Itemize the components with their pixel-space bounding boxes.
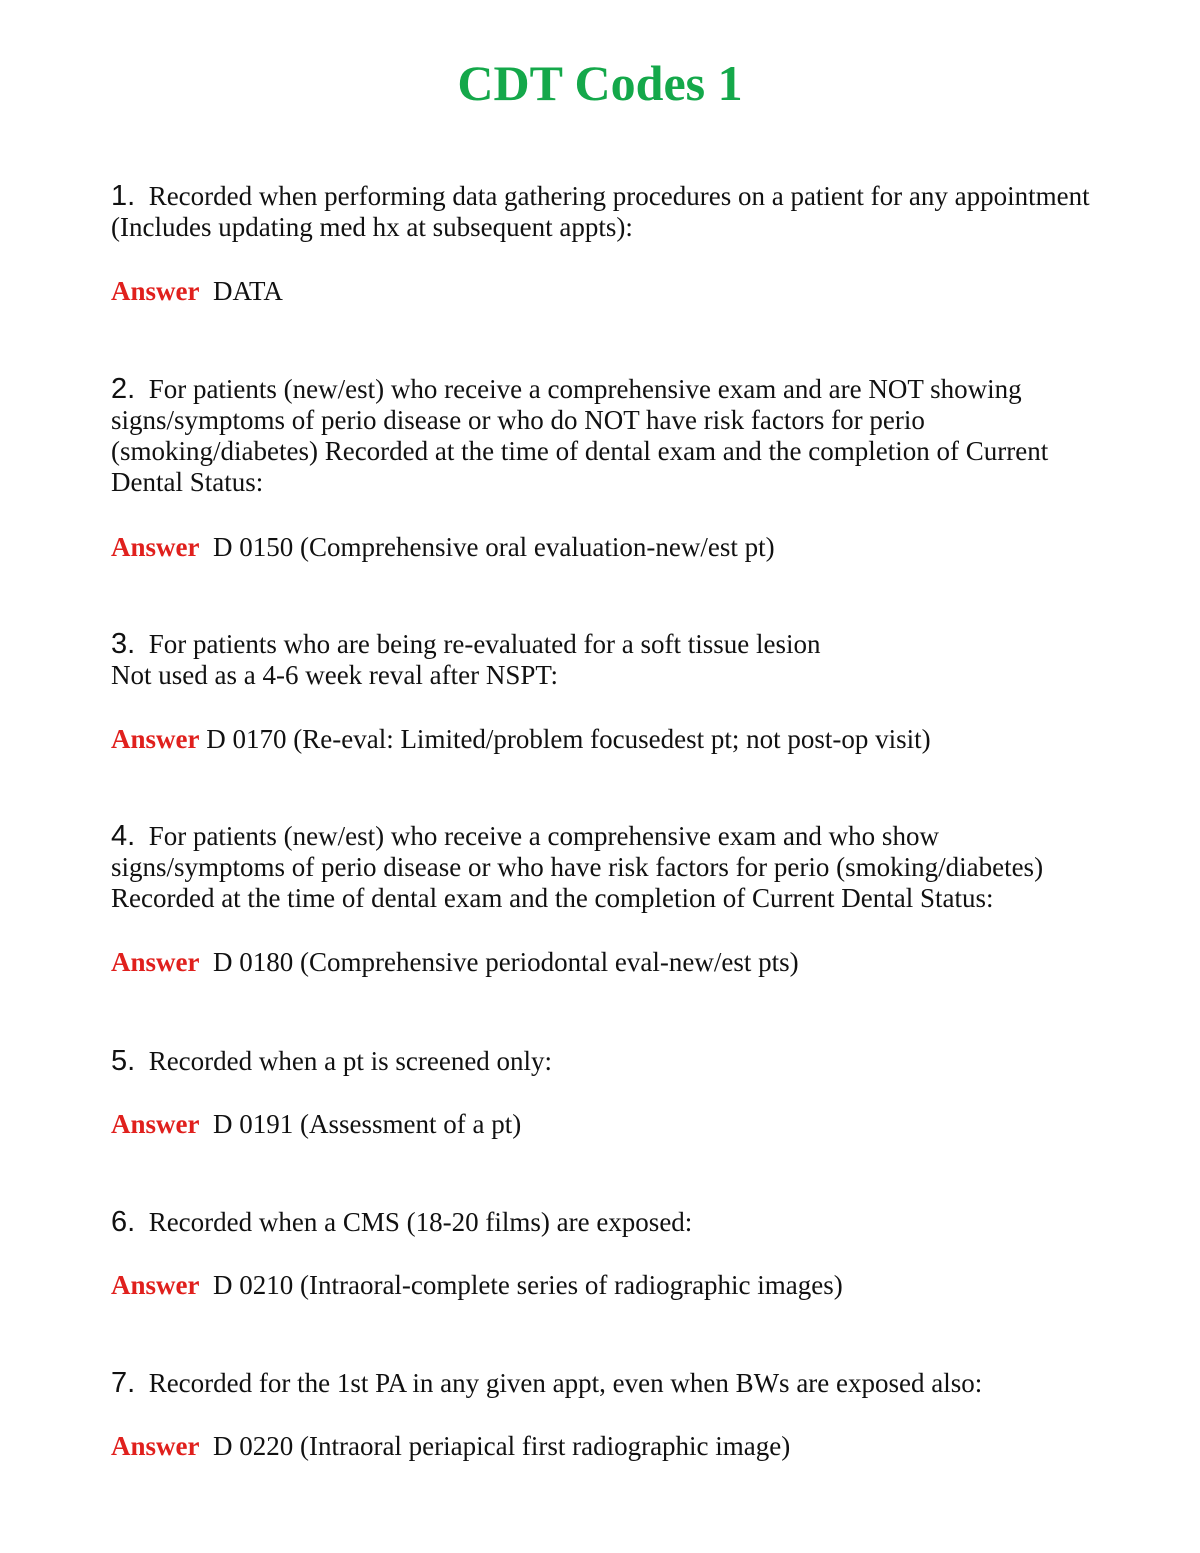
answer-label: Answer xyxy=(111,1431,200,1461)
question-line: Recorded when performing data gathering procedures on a patient for any appointment xyxy=(148,181,1090,211)
question-text xyxy=(111,1046,1111,1077)
question-line: For patients (new/est) who receive a comprehensive exam and are NOT showing xyxy=(148,374,1022,404)
answer-text: D 0170 (Re-eval: Limited/problem focusedest pt; not post-op visit) xyxy=(206,724,931,754)
question-number: 6. xyxy=(111,1206,136,1238)
answer-line xyxy=(111,1109,521,1140)
question-number: 2. xyxy=(111,373,136,405)
question-block-2 xyxy=(111,373,1111,562)
answer-label: Answer xyxy=(111,1270,200,1300)
question-line: signs/symptoms of perio disease or who have risk factors for perio (smoking/diabetes) xyxy=(111,852,1044,882)
answer-line xyxy=(111,276,283,307)
question-line: (smoking/diabetes) Recorded at the time of dental exam and the completion of Current xyxy=(111,436,1049,466)
answer-text: D 0220 (Intraoral periapical first radiographic image) xyxy=(213,1431,791,1461)
question-number: 4. xyxy=(111,820,136,852)
question-line: (Includes updating med hx at subsequent appts): xyxy=(111,212,633,242)
question-number: 3. xyxy=(111,628,136,660)
answer-label: Answer xyxy=(111,947,200,977)
answer-text: D 0150 (Comprehensive oral evaluation-new/est pt) xyxy=(213,532,775,562)
question-line: Recorded when a pt is screened only: xyxy=(148,1046,553,1076)
answer-line xyxy=(111,724,931,755)
question-block-3 xyxy=(111,628,1111,754)
question-text xyxy=(111,821,1111,914)
question-number: 5. xyxy=(111,1045,136,1077)
page-title: CDT Codes 1 xyxy=(457,55,743,111)
question-line: signs/symptoms of perio disease or who do NOT have risk factors for perio xyxy=(111,405,925,435)
answer-line xyxy=(111,532,775,563)
question-block-6 xyxy=(111,1206,1111,1300)
answer-label: Answer xyxy=(111,532,200,562)
answer-text: D 0191 (Assessment of a pt) xyxy=(213,1109,522,1139)
question-text xyxy=(111,374,1111,498)
answer-text: DATA xyxy=(213,276,283,306)
answer-line xyxy=(111,1431,790,1462)
answer-label: Answer xyxy=(111,276,200,306)
answer-text: D 0180 (Comprehensive periodontal eval-new/est pts) xyxy=(213,947,799,977)
answer-line xyxy=(111,947,799,978)
question-block-5 xyxy=(111,1045,1111,1139)
question-text xyxy=(111,629,1111,691)
answer-text: D 0210 (Intraoral-complete series of radiographic images) xyxy=(213,1270,843,1300)
question-number: 1. xyxy=(111,180,136,212)
question-block-4 xyxy=(111,820,1111,977)
answer-line xyxy=(111,1270,843,1301)
question-block-7 xyxy=(111,1367,1111,1461)
answer-label: Answer xyxy=(111,724,200,754)
question-number: 7. xyxy=(111,1367,136,1399)
question-text xyxy=(111,1207,1111,1238)
question-line: For patients who are being re-evaluated for a soft tissue lesion xyxy=(148,629,821,659)
question-line: Recorded for the 1st PA in any given appt, even when BWs are exposed also: xyxy=(148,1368,983,1398)
question-block-1 xyxy=(111,180,1111,306)
question-line: For patients (new/est) who receive a comprehensive exam and who show xyxy=(148,821,939,851)
question-line: Not used as a 4-6 week reval after NSPT: xyxy=(111,660,559,690)
question-line: Recorded when a CMS (18-20 films) are exposed: xyxy=(148,1207,693,1237)
question-line: Recorded at the time of dental exam and the completion of Current Dental Status: xyxy=(111,883,994,913)
answer-label: Answer xyxy=(111,1109,200,1139)
question-text xyxy=(111,1368,1111,1399)
question-line: Dental Status: xyxy=(111,467,264,497)
question-text xyxy=(111,181,1111,243)
